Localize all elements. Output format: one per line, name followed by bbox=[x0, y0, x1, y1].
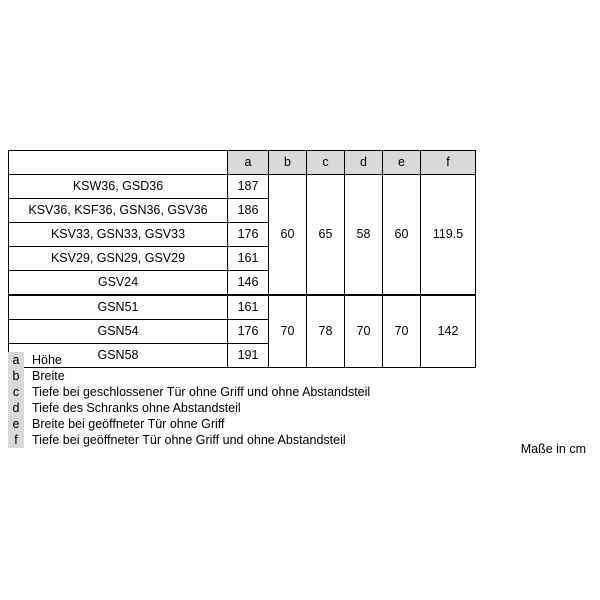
dimensions-table bbox=[8, 150, 476, 368]
value-c-group1: 65 bbox=[307, 175, 345, 296]
legend-key-a: a bbox=[8, 352, 24, 368]
header-cell-f: f bbox=[421, 151, 476, 175]
legend-text-b: Breite bbox=[32, 369, 65, 383]
value-a: 191 bbox=[228, 344, 269, 368]
model-cell: GSN51 bbox=[9, 295, 228, 320]
legend-text-a: Höhe bbox=[32, 353, 62, 367]
header-cell-b: b bbox=[269, 151, 307, 175]
value-a: 176 bbox=[228, 320, 269, 344]
legend-text-d: Tiefe des Schranks ohne Abstandsteil bbox=[32, 401, 241, 415]
header-cell-c: c bbox=[307, 151, 345, 175]
value-a: 186 bbox=[228, 199, 269, 223]
value-b-group2: 70 bbox=[269, 295, 307, 368]
legend-key-c: c bbox=[8, 384, 24, 400]
value-c-group2: 78 bbox=[307, 295, 345, 368]
value-d-group1: 58 bbox=[345, 175, 383, 296]
header-cell-d: d bbox=[345, 151, 383, 175]
legend-text-f: Tiefe bei geöffneter Tür ohne Griff und ohne Abstandsteil bbox=[32, 433, 346, 447]
table-header bbox=[9, 151, 476, 175]
model-cell: GSN54 bbox=[9, 320, 228, 344]
header-row bbox=[9, 151, 476, 175]
legend-key-d: d bbox=[8, 400, 24, 416]
header-cell-e: e bbox=[383, 151, 421, 175]
table-row bbox=[9, 295, 476, 320]
table-body bbox=[9, 175, 476, 368]
header-cell-a: a bbox=[228, 151, 269, 175]
value-a: 161 bbox=[228, 247, 269, 271]
table-row bbox=[9, 175, 476, 199]
legend-key-e: e bbox=[8, 416, 24, 432]
model-cell: KSV33, GSN33, GSV33 bbox=[9, 223, 228, 247]
legend-key-f: f bbox=[8, 432, 24, 448]
value-a: 146 bbox=[228, 271, 269, 296]
header-cell-blank bbox=[9, 151, 228, 175]
value-a: 176 bbox=[228, 223, 269, 247]
value-f-group1: 119.5 bbox=[421, 175, 476, 296]
model-cell: GSV24 bbox=[9, 271, 228, 296]
value-a: 161 bbox=[228, 295, 269, 320]
value-b-group1: 60 bbox=[269, 175, 307, 296]
legend-item bbox=[8, 352, 370, 368]
legend-item bbox=[8, 416, 370, 432]
model-cell: KSV36, KSF36, GSN36, GSV36 bbox=[9, 199, 228, 223]
legend-item bbox=[8, 400, 370, 416]
legend-item bbox=[8, 384, 370, 400]
legend bbox=[8, 352, 370, 448]
legend-item bbox=[8, 432, 370, 448]
legend-text-e: Breite bei geöffneter Tür ohne Griff bbox=[32, 417, 225, 431]
value-e-group2: 70 bbox=[383, 295, 421, 368]
unit-note: Maße in cm bbox=[520, 442, 586, 456]
legend-key-b: b bbox=[8, 368, 24, 384]
value-f-group2: 142 bbox=[421, 295, 476, 368]
legend-item bbox=[8, 368, 370, 384]
model-cell: GSN58 bbox=[9, 344, 228, 368]
legend-text-c: Tiefe bei geschlossener Tür ohne Griff und ohne Abstandsteil bbox=[32, 385, 371, 399]
value-a: 187 bbox=[228, 175, 269, 199]
model-cell: KSV29, GSN29, GSV29 bbox=[9, 247, 228, 271]
value-e-group1: 60 bbox=[383, 175, 421, 296]
model-cell: KSW36, GSD36 bbox=[9, 175, 228, 199]
value-d-group2: 70 bbox=[345, 295, 383, 368]
